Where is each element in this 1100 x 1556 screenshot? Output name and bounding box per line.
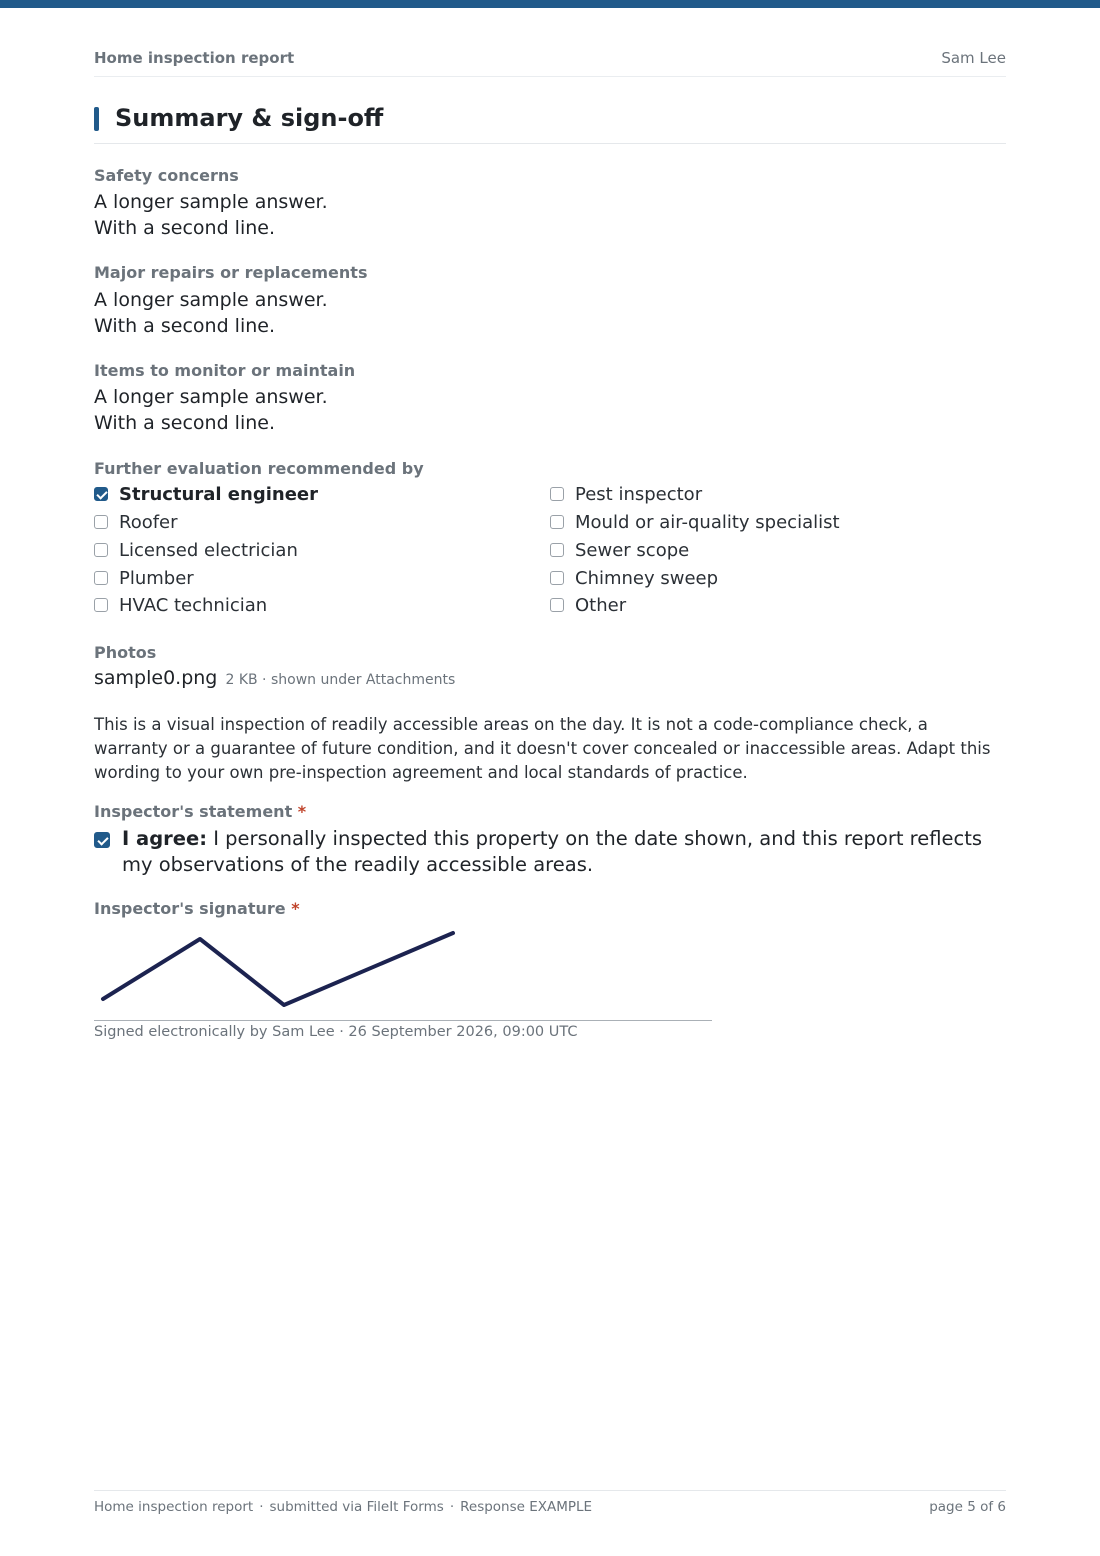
checkbox-unchecked[interactable]: [94, 515, 108, 529]
option-label: Chimney sweep: [575, 567, 719, 589]
answer-line: A longer sample answer.: [94, 289, 328, 311]
checkbox-unchecked[interactable]: [550, 571, 564, 585]
option-label: Plumber: [119, 567, 194, 589]
checkbox-unchecked[interactable]: [94, 571, 108, 585]
option-structural-engineer[interactable]: [94, 481, 318, 507]
signature-caption: Signed electronically by Sam Lee · 26 September 2026, 09:00 UTC: [94, 1024, 578, 1040]
safety-concerns-answer: [94, 189, 328, 241]
footer-response: Response EXAMPLE: [460, 1499, 593, 1515]
option-roofer[interactable]: [94, 509, 178, 535]
section-accent-bar: [94, 107, 99, 131]
signature-stroke: [103, 933, 453, 1005]
answer-line: A longer sample answer.: [94, 386, 328, 408]
footer-form-name: Home inspection report: [94, 1499, 254, 1515]
inspector-signature-label: [94, 899, 300, 918]
safety-concerns-label: Safety concerns: [94, 166, 239, 185]
option-label: Roofer: [119, 511, 178, 533]
option-mould-specialist[interactable]: [550, 509, 840, 535]
checkbox-checked[interactable]: [94, 487, 108, 501]
agree-text: [122, 826, 1006, 878]
checkbox-unchecked[interactable]: [550, 515, 564, 529]
photos-label: Photos: [94, 643, 157, 662]
option-other[interactable]: [550, 592, 626, 618]
answer-line: With a second line.: [94, 217, 275, 239]
footer-submitted: submitted via FileIt Forms: [269, 1499, 444, 1515]
signature-drawing: [94, 922, 712, 1020]
option-label: Other: [575, 594, 627, 616]
monitor-items-answer: [94, 384, 328, 436]
major-repairs-label: Major repairs or replacements: [94, 263, 368, 282]
agree-checkbox[interactable]: [94, 832, 110, 848]
monitor-items-label: Items to monitor or maintain: [94, 361, 356, 380]
option-label: Mould or air-quality specialist: [575, 511, 840, 533]
section-title: Summary & sign-off: [115, 104, 384, 132]
signature-pad[interactable]: [94, 922, 712, 1021]
footer-separator: ·: [449, 1499, 455, 1515]
option-chimney-sweep[interactable]: [550, 565, 718, 591]
photo-meta: 2 KB · shown under Attachments: [225, 672, 456, 688]
required-marker: *: [297, 802, 307, 821]
footer-info: [94, 1499, 592, 1515]
option-licensed-electrician[interactable]: [94, 537, 298, 563]
footer-separator: ·: [259, 1499, 264, 1515]
page-footer: [94, 1490, 1006, 1521]
further-evaluation-label: Further evaluation recommended by: [94, 459, 424, 478]
option-hvac-technician[interactable]: [94, 592, 267, 618]
option-label: Structural engineer: [119, 483, 318, 505]
option-plumber[interactable]: [94, 565, 194, 591]
answer-line: With a second line.: [94, 315, 275, 337]
photo-filename[interactable]: sample0.png: [94, 667, 218, 689]
agree-body: I personally inspected this property on the date shown, and this report reflects my observations of the readily accessible areas.: [122, 827, 983, 876]
photo-attachment: [94, 667, 455, 689]
major-repairs-answer: [94, 287, 328, 339]
required-marker: *: [291, 899, 300, 918]
report-title: Home inspection report: [94, 49, 295, 67]
option-sewer-scope[interactable]: [550, 537, 689, 563]
option-label: Pest inspector: [575, 483, 703, 505]
respondent-name: Sam Lee: [941, 49, 1006, 67]
running-header: [94, 48, 1006, 77]
statement-label-text: Inspector's statement: [94, 802, 293, 821]
checkbox-unchecked[interactable]: [94, 543, 108, 557]
answer-line: A longer sample answer.: [94, 191, 328, 213]
checkbox-unchecked[interactable]: [94, 598, 108, 612]
answer-line: With a second line.: [94, 412, 275, 434]
checkbox-unchecked[interactable]: [550, 598, 564, 612]
section-header: [94, 100, 1006, 144]
inspector-statement-label: [94, 802, 306, 821]
option-label: HVAC technician: [119, 594, 268, 616]
page-number: page 5 of 6: [929, 1499, 1006, 1515]
option-label: Sewer scope: [575, 539, 690, 561]
option-label: Licensed electrician: [119, 539, 298, 561]
report-page: [94, 0, 1006, 1556]
inspection-disclaimer: This is a visual inspection of readily accessible areas on the day. It is not a code-compliance check, a warranty or a guarantee of future condition, and it doesn't cover concealed or inaccessible areas. Adapt this wording to your own pre-inspection agreement and local standards of practice.: [94, 715, 991, 782]
option-pest-inspector[interactable]: [550, 481, 702, 507]
checkbox-unchecked[interactable]: [550, 487, 564, 501]
signature-label-text: Inspector's signature: [94, 899, 286, 918]
checkbox-unchecked[interactable]: [550, 543, 564, 557]
agree-prefix: I agree:: [122, 827, 208, 850]
